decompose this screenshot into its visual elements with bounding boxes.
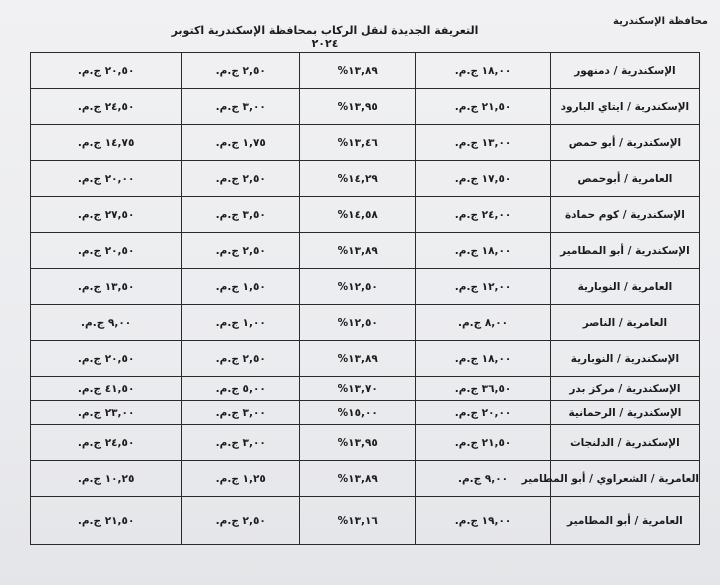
increase-percent-cell: ١٣,٤٦%: [300, 125, 416, 161]
increase-percent-cell: ١٥,٠٠%: [300, 401, 416, 425]
increase-cell: ٣,٠٠ ج.م.: [182, 401, 300, 425]
new-fare-cell: ٢٤,٥٠ ج.م.: [31, 425, 182, 461]
old-fare-cell: ٢١,٥٠ ج.م.: [416, 425, 551, 461]
document-title: التعريفة الجديدة لنقل الركاب بمحافظة الإسكندرية اكتوبر ٢٠٢٤: [171, 24, 479, 50]
increase-percent-cell: ١٣,٩٥%: [300, 425, 416, 461]
new-fare-cell: ٢٠,٥٠ ج.م.: [31, 341, 182, 377]
increase-cell: ١,٢٥ ج.م.: [182, 461, 300, 497]
increase-percent-cell: ١٣,٨٩%: [300, 233, 416, 269]
table-row: [31, 233, 700, 269]
fares-table: [30, 52, 700, 545]
old-fare-cell: ١٩,٠٠ ج.م.: [416, 497, 551, 545]
old-fare-cell: ١٨,٠٠ ج.م.: [416, 341, 551, 377]
increase-cell: ٥,٠٠ ج.م.: [182, 377, 300, 401]
old-fare-cell: ٢١,٥٠ ج.م.: [416, 89, 551, 125]
increase-percent-cell: ١٣,٨٩%: [300, 461, 416, 497]
table-row: [31, 125, 700, 161]
route-cell: العامرية / الشعراوي / أبو المطامير: [550, 461, 699, 497]
table-row: [31, 425, 700, 461]
increase-percent-cell: ١٣,١٦%: [300, 497, 416, 545]
table-row: [31, 305, 700, 341]
old-fare-cell: ١٧,٥٠ ج.م.: [416, 161, 551, 197]
table-row: [31, 341, 700, 377]
increase-cell: ١,٥٠ ج.م.: [182, 269, 300, 305]
increase-percent-cell: ١٢,٥٠%: [300, 305, 416, 341]
increase-percent-cell: ١٢,٥٠%: [300, 269, 416, 305]
route-cell: العامرية / الناصر: [550, 305, 699, 341]
increase-cell: ٢,٥٠ ج.م.: [182, 161, 300, 197]
old-fare-cell: ٣٦,٥٠ ج.م.: [416, 377, 551, 401]
new-fare-cell: ٢٣,٠٠ ج.م.: [31, 401, 182, 425]
table-row: [31, 89, 700, 125]
table-row: [31, 461, 700, 497]
new-fare-cell: ٩,٠٠ ج.م.: [31, 305, 182, 341]
table-row: [31, 377, 700, 401]
route-cell: العامرية / أبو المطامير: [550, 497, 699, 545]
table-row: [31, 497, 700, 545]
table-row: [31, 401, 700, 425]
route-cell: العامرية / أبوحمص: [550, 161, 699, 197]
increase-cell: ٢,٥٠ ج.م.: [182, 497, 300, 545]
new-fare-cell: ٢١,٥٠ ج.م.: [31, 497, 182, 545]
increase-cell: ٣,٥٠ ج.م.: [182, 197, 300, 233]
route-cell: الإسكندرية / النوبارية: [550, 341, 699, 377]
increase-cell: ١,٧٥ ج.م.: [182, 125, 300, 161]
new-fare-cell: ١٠,٢٥ ج.م.: [31, 461, 182, 497]
new-fare-cell: ١٤,٧٥ ج.م.: [31, 125, 182, 161]
table-row: [31, 161, 700, 197]
table-row: [31, 197, 700, 233]
old-fare-cell: ٨,٠٠ ج.م.: [416, 305, 551, 341]
new-fare-cell: ٢٠,٥٠ ج.م.: [31, 233, 182, 269]
fares-table-body: [31, 53, 700, 545]
increase-cell: ٢,٥٠ ج.م.: [182, 233, 300, 269]
old-fare-cell: ١٢,٠٠ ج.م.: [416, 269, 551, 305]
increase-percent-cell: ١٣,٧٠%: [300, 377, 416, 401]
old-fare-cell: ٩,٠٠ ج.م.: [416, 461, 551, 497]
increase-cell: ٢,٥٠ ج.م.: [182, 53, 300, 89]
increase-cell: ٢,٥٠ ج.م.: [182, 341, 300, 377]
new-fare-cell: ٢٠,٥٠ ج.م.: [31, 53, 182, 89]
governorate-label: محافظة الإسكندرية: [613, 16, 708, 27]
route-cell: الإسكندرية / دمنهور: [550, 53, 699, 89]
new-fare-cell: ٤١,٥٠ ج.م.: [31, 377, 182, 401]
route-cell: الإسكندرية / أبو المطامير: [550, 233, 699, 269]
new-fare-cell: ٢٤,٥٠ ج.م.: [31, 89, 182, 125]
table-row: [31, 269, 700, 305]
route-cell: الإسكندرية / أبو حمص: [550, 125, 699, 161]
increase-percent-cell: ١٤,٥٨%: [300, 197, 416, 233]
increase-cell: ٣,٠٠ ج.م.: [182, 425, 300, 461]
route-cell: الإسكندرية / الرحمانية: [550, 401, 699, 425]
old-fare-cell: ٢٤,٠٠ ج.م.: [416, 197, 551, 233]
old-fare-cell: ١٣,٠٠ ج.م.: [416, 125, 551, 161]
old-fare-cell: ١٨,٠٠ ج.م.: [416, 233, 551, 269]
increase-percent-cell: ١٣,٩٥%: [300, 89, 416, 125]
increase-percent-cell: ١٣,٨٩%: [300, 53, 416, 89]
route-cell: الإسكندرية / كوم حمادة: [550, 197, 699, 233]
new-fare-cell: ٢٠,٠٠ ج.م.: [31, 161, 182, 197]
route-cell: العامرية / النوبارية: [550, 269, 699, 305]
old-fare-cell: ١٨,٠٠ ج.م.: [416, 53, 551, 89]
increase-percent-cell: ١٤,٢٩%: [300, 161, 416, 197]
route-cell: الإسكندرية / مركز بدر: [550, 377, 699, 401]
increase-cell: ٣,٠٠ ج.م.: [182, 89, 300, 125]
old-fare-cell: ٢٠,٠٠ ج.م.: [416, 401, 551, 425]
increase-cell: ١,٠٠ ج.م.: [182, 305, 300, 341]
new-fare-cell: ١٣,٥٠ ج.م.: [31, 269, 182, 305]
route-cell: الإسكندرية / الدلنجات: [550, 425, 699, 461]
route-cell: الإسكندرية / ايتاي البارود: [550, 89, 699, 125]
table-row: [31, 53, 700, 89]
new-fare-cell: ٢٧,٥٠ ج.م.: [31, 197, 182, 233]
increase-percent-cell: ١٣,٨٩%: [300, 341, 416, 377]
